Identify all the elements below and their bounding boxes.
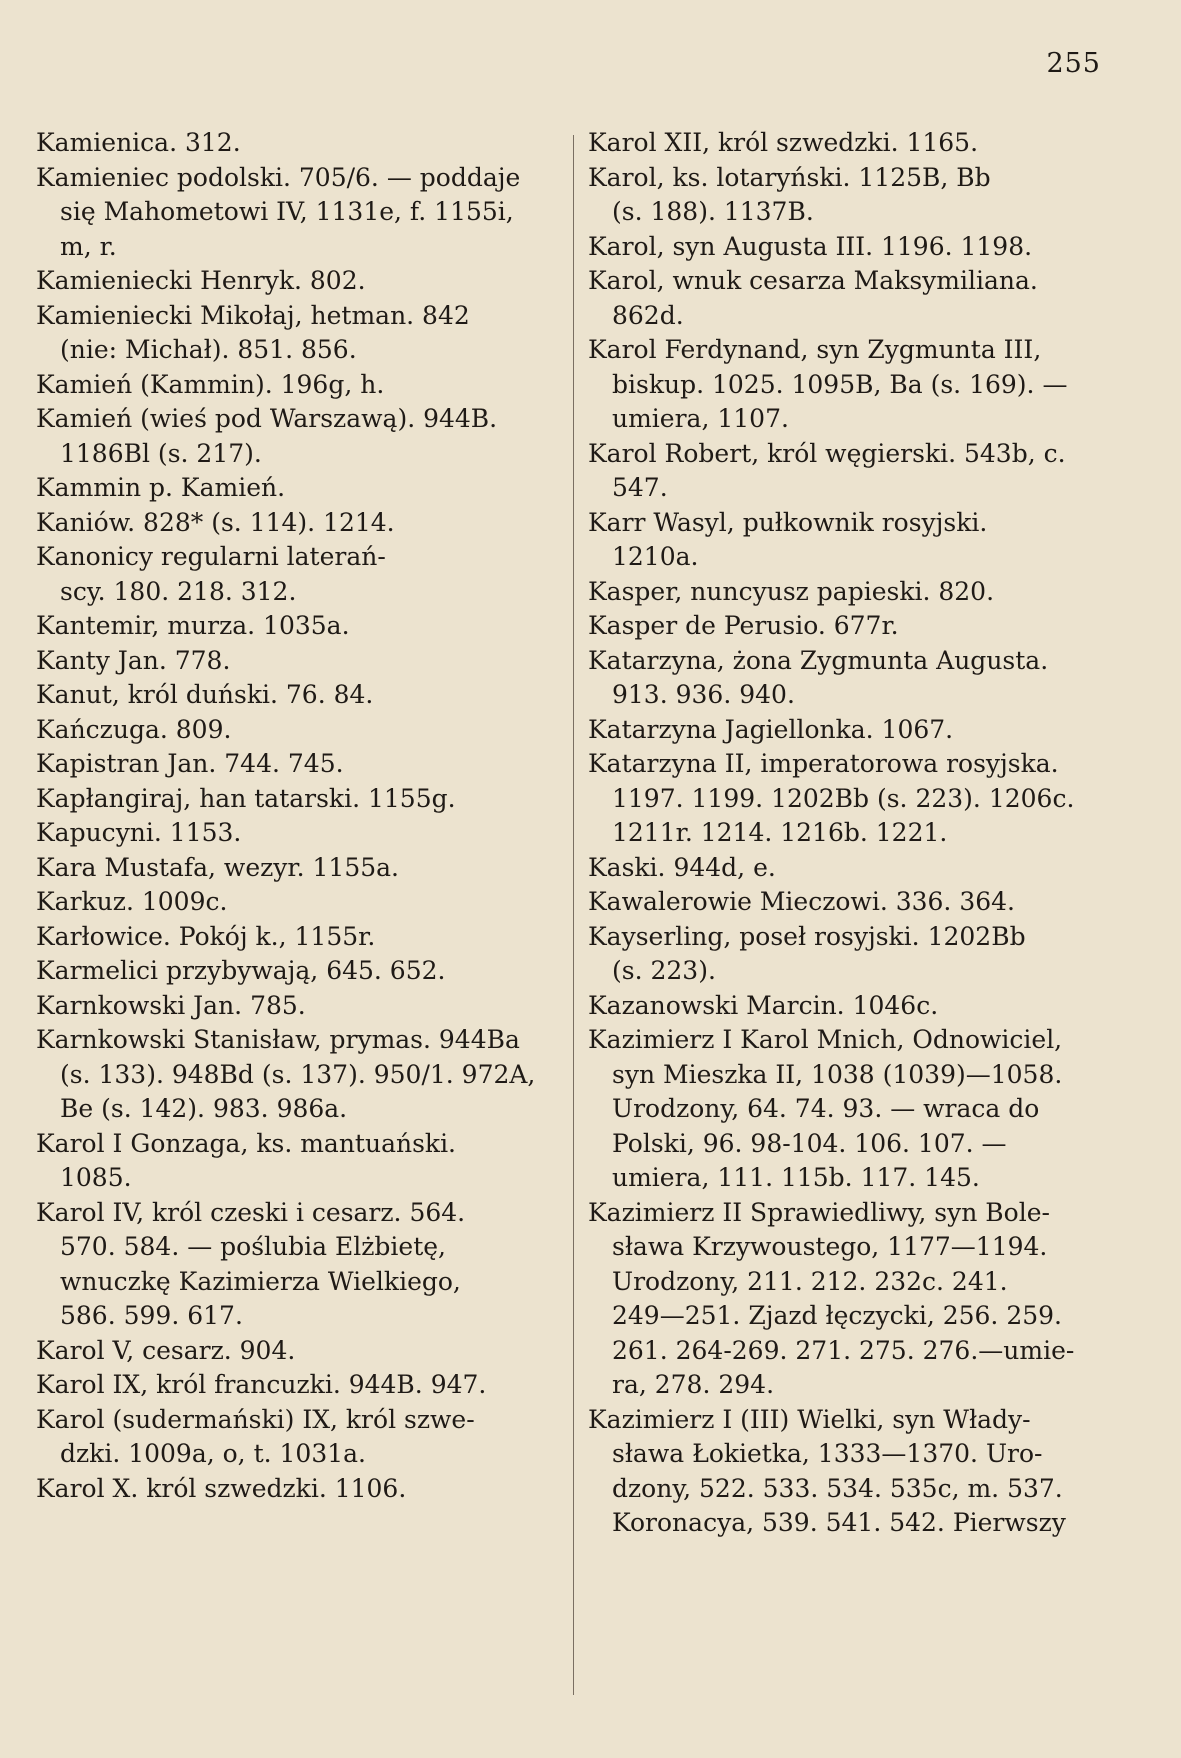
- entry-heading-line: Kawalerowie Mieczowi. 336. 364.: [588, 887, 1015, 916]
- index-entry: [36, 1023, 556, 1127]
- entry-continuation-line: m, r.: [60, 231, 117, 261]
- entry-continuation-line: sława Łokietka, 1333—1370. Uro-: [612, 1439, 1043, 1468]
- index-entry: [588, 885, 1100, 920]
- index-entry: [588, 264, 1100, 333]
- index-entry: [588, 333, 1100, 437]
- entry-heading-line: Kamień (Kammin). 196g, h.: [36, 369, 385, 399]
- index-entry: [36, 1472, 556, 1507]
- entry-heading-line: Kasper de Perusio. 677r.: [588, 611, 899, 640]
- index-entry: [36, 264, 556, 299]
- entry-heading-line: Katarzyna Jagiellonka. 1067.: [588, 714, 954, 744]
- entry-continuation-line: 261. 264-269. 271. 275. 276.—umie-: [612, 1335, 1075, 1365]
- index-entry: [36, 609, 556, 644]
- entry-continuation-line: Polski, 96. 98-104. 106. 107. —: [612, 1128, 1007, 1158]
- entry-heading-line: Kara Mustafa, wezyr. 1155a.: [36, 852, 399, 882]
- entry-continuation-line: umiera, 111. 115b. 117. 145.: [612, 1163, 980, 1192]
- index-entry: [36, 1403, 556, 1472]
- entry-continuation-line: dzony, 522. 533. 534. 535c, m. 537.: [612, 1473, 1063, 1503]
- entry-heading-line: Katarzyna II, imperatorowa rosyjska.: [588, 749, 1059, 778]
- entry-continuation-line: Koronacya, 539. 541. 542. Pierwszy: [612, 1508, 1066, 1537]
- entry-heading-line: Kamieniecki Henryk. 802.: [36, 266, 366, 295]
- entry-continuation-line: (s. 188). 1137B.: [612, 197, 814, 226]
- entry-heading-line: Karol V, cesarz. 904.: [36, 1335, 296, 1365]
- index-entry: [588, 713, 1100, 748]
- entry-continuation-line: 1085.: [60, 1163, 132, 1192]
- entry-continuation-line: 1210a.: [612, 542, 699, 571]
- entry-heading-line: Karol, syn Augusta III. 1196. 1198.: [588, 231, 1033, 261]
- index-entry: [36, 368, 556, 403]
- index-entry: [588, 437, 1100, 506]
- entry-heading-line: Karol X. król szwedzki. 1106.: [36, 1473, 407, 1503]
- entry-continuation-line: 249—251. Zjazd łęczycki, 256. 259.: [612, 1301, 1062, 1330]
- index-entry: [36, 402, 556, 471]
- index-entry: [588, 747, 1100, 851]
- entry-heading-line: Karol IV, król czeski i cesarz. 564.: [36, 1197, 466, 1227]
- index-entry: [36, 954, 556, 989]
- entry-continuation-line: (s. 223).: [612, 956, 716, 985]
- entry-heading-line: Karol, wnuk cesarza Maksymiliana.: [588, 266, 1038, 295]
- entry-continuation-line: Urodzony, 64. 74. 93. — wraca do: [612, 1094, 1040, 1123]
- entry-continuation-line: 547.: [612, 473, 668, 502]
- entry-heading-line: Kayserling, poseł rosyjski. 1202Bb: [588, 921, 1026, 951]
- entry-heading-line: Kapucyni. 1153.: [36, 818, 242, 847]
- entry-heading-line: Karol I Gonzaga, ks. mantuański.: [36, 1128, 457, 1158]
- entry-heading-line: Katarzyna, żona Zygmunta Augusta.: [588, 645, 1049, 675]
- entry-heading-line: Kaniów. 828* (s. 114). 1214.: [36, 507, 395, 537]
- entry-heading-line: Karnkowski Stanisław, prymas. 944Ba: [36, 1025, 520, 1054]
- entry-heading-line: Karol Ferdynand, syn Zygmunta III,: [588, 335, 1042, 364]
- entry-heading-line: Karmelici przybywają, 645. 652.: [36, 956, 446, 985]
- entry-heading-line: Kamienica. 312.: [36, 128, 241, 157]
- entry-continuation-line: umiera, 1107.: [612, 404, 789, 433]
- entry-continuation-line: 586. 599. 617.: [60, 1301, 243, 1330]
- index-entry: [588, 575, 1100, 610]
- entry-continuation-line: sława Krzywoustego, 1177—1194.: [612, 1232, 1048, 1261]
- index-entry: [588, 644, 1100, 713]
- entry-heading-line: Kańczuga. 809.: [36, 714, 232, 744]
- index-entry: [588, 506, 1100, 575]
- entry-heading-line: Kantemir, murza. 1035a.: [36, 611, 350, 640]
- left-column: [36, 126, 556, 1506]
- index-entry: [36, 644, 556, 679]
- entry-heading-line: Kazimierz II Sprawiedliwy, syn Bole-: [588, 1197, 1050, 1227]
- index-entry: [36, 816, 556, 851]
- entry-continuation-line: 1197. 1199. 1202Bb (s. 223). 1206c.: [612, 783, 1075, 813]
- entry-heading-line: Karol XII, król szwedzki. 1165.: [588, 128, 979, 157]
- entry-heading-line: Kanut, król duński. 76. 84.: [36, 680, 374, 709]
- entry-heading-line: Kazanowski Marcin. 1046c.: [588, 990, 939, 1020]
- entry-heading-line: Kazimierz I (III) Wielki, syn Włady-: [588, 1404, 1031, 1434]
- entry-heading-line: Kamieniecki Mikołaj, hetman. 842: [36, 300, 470, 330]
- index-entry: [36, 1127, 556, 1196]
- entry-continuation-line: Urodzony, 211. 212. 232c. 241.: [612, 1266, 1008, 1296]
- index-entry: [36, 299, 556, 368]
- page-number: 255: [1046, 48, 1101, 79]
- entry-continuation-line: 862d.: [612, 300, 684, 330]
- index-entry: [36, 851, 556, 886]
- entry-continuation-line: biskup. 1025. 1095B, Ba (s. 169). —: [612, 369, 1068, 399]
- index-entry: [588, 851, 1100, 886]
- column-divider: [573, 135, 574, 1695]
- index-entry: [36, 1368, 556, 1403]
- entry-continuation-line: 1186Bl (s. 217).: [60, 438, 262, 468]
- entry-continuation-line: dzki. 1009a, o, t. 1031a.: [60, 1439, 366, 1468]
- index-entry: [36, 782, 556, 817]
- index-entry: [36, 747, 556, 782]
- entry-heading-line: Karłowice. Pokój k., 1155r.: [36, 921, 376, 951]
- entry-heading-line: Karr Wasyl, pułkownik rosyjski.: [588, 507, 988, 537]
- entry-heading-line: Kapistran Jan. 744. 745.: [36, 749, 344, 778]
- index-entry: [36, 920, 556, 955]
- index-entry: [588, 989, 1100, 1024]
- entry-continuation-line: ra, 278. 294.: [612, 1370, 775, 1399]
- entry-heading-line: Kaski. 944d, e.: [588, 852, 776, 882]
- index-entry: [36, 1334, 556, 1369]
- index-entry: [36, 161, 556, 265]
- entry-continuation-line: scy. 180. 218. 312.: [60, 576, 297, 606]
- entry-heading-line: Kamień (wieś pod Warszawą). 944B.: [36, 404, 498, 433]
- entry-heading-line: Karol (sudermański) IX, król szwe-: [36, 1404, 475, 1434]
- entry-heading-line: Karol, ks. lotaryński. 1125B, Bb: [588, 162, 991, 192]
- index-entry: [36, 1196, 556, 1334]
- index-entry: [36, 540, 556, 609]
- index-entry: [36, 471, 556, 506]
- index-entry: [36, 678, 556, 713]
- index-entry: [588, 609, 1100, 644]
- index-entry: [588, 1023, 1100, 1196]
- entry-heading-line: Karkuz. 1009c.: [36, 887, 228, 916]
- index-entry: [36, 989, 556, 1024]
- index-entry: [588, 1196, 1100, 1403]
- entry-continuation-line: syn Mieszka II, 1038 (1039)—1058.: [612, 1059, 1063, 1089]
- index-entry: [588, 126, 1100, 161]
- index-entry: [588, 920, 1100, 989]
- entry-continuation-line: 1211r. 1214. 1216b. 1221.: [612, 818, 948, 847]
- entry-heading-line: Kanty Jan. 778.: [36, 645, 231, 675]
- entry-continuation-line: (s. 133). 948Bd (s. 137). 950/1. 972A,: [60, 1059, 536, 1089]
- entry-continuation-line: 913. 936. 940.: [612, 680, 795, 709]
- index-entry: [36, 713, 556, 748]
- entry-heading-line: Kanonicy regularni laterań-: [36, 542, 386, 571]
- entry-heading-line: Karnkowski Jan. 785.: [36, 990, 306, 1020]
- index-entry: [36, 885, 556, 920]
- entry-heading-line: Kapłangiraj, han tatarski. 1155g.: [36, 783, 456, 813]
- entry-heading-line: Karol IX, król francuzki. 944B. 947.: [36, 1370, 487, 1399]
- entry-heading-line: Kamieniec podolski. 705/6. — poddaje: [36, 162, 521, 192]
- entry-continuation-line: (nie: Michał). 851. 856.: [60, 335, 357, 364]
- entry-heading-line: Kasper, nuncyusz papieski. 820.: [588, 576, 995, 606]
- entry-heading-line: Kammin p. Kamień.: [36, 473, 286, 502]
- entry-heading-line: Kazimierz I Karol Mnich, Odnowiciel,: [588, 1025, 1063, 1054]
- index-entry: [588, 1403, 1100, 1541]
- entry-continuation-line: się Mahometowi IV, 1131e, f. 1155i,: [60, 197, 514, 226]
- index-entry: [36, 126, 556, 161]
- index-entry: [36, 506, 556, 541]
- entry-continuation-line: 570. 584. — poślubia Elżbietę,: [60, 1232, 446, 1261]
- index-entry: [588, 161, 1100, 230]
- entry-continuation-line: wnuczkę Kazimierza Wielkiego,: [60, 1266, 461, 1296]
- right-column: [588, 126, 1100, 1541]
- entry-heading-line: Karol Robert, król węgierski. 543b, c.: [588, 438, 1066, 468]
- entry-continuation-line: Be (s. 142). 983. 986a.: [60, 1094, 348, 1123]
- index-entry: [588, 230, 1100, 265]
